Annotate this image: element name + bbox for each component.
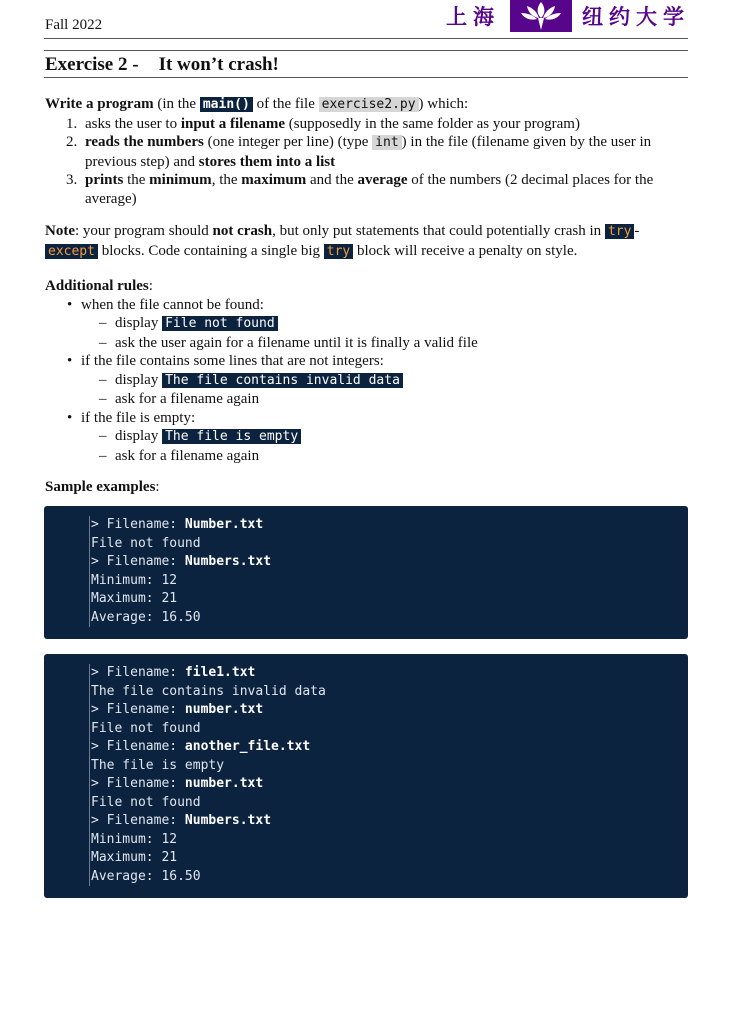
line-input: Number.txt	[184, 517, 264, 532]
samples-heading-text: Sample examples	[45, 479, 156, 495]
step-item	[81, 171, 690, 208]
rule-subitem	[99, 371, 690, 391]
line-input: file1.txt	[184, 665, 256, 680]
terminal-line	[91, 683, 326, 702]
line-input: number.txt	[184, 702, 264, 717]
rule-subitem	[99, 314, 690, 334]
intro-text-3: ) which:	[418, 96, 469, 112]
terminal-line	[91, 609, 271, 628]
line-prompt: Minimum: 12	[91, 831, 178, 847]
rule-item	[81, 296, 690, 353]
rules-list	[45, 296, 690, 466]
step-emph: maximum	[241, 172, 307, 188]
terminal-line	[91, 535, 271, 554]
intro-emph: Write a program	[45, 96, 154, 112]
message-code: File not found	[162, 316, 278, 331]
step-text: and the	[306, 172, 358, 188]
logo-text-left: 上海	[446, 5, 500, 29]
rule-sublist	[81, 427, 690, 465]
int-code: int	[372, 135, 401, 150]
step-emph: average	[357, 172, 408, 188]
terminal-line	[91, 868, 326, 887]
rule-subtext: ask for a filename again	[115, 391, 260, 407]
terminal-line	[91, 516, 271, 535]
terminal-line	[91, 757, 326, 776]
torch-icon	[510, 0, 572, 32]
rule-item	[81, 409, 690, 466]
terminal-lines	[89, 664, 326, 886]
exercise-number: Exercise 2 -	[45, 54, 139, 75]
note-dash: -	[634, 223, 640, 239]
terminal-line	[91, 572, 271, 591]
step-item	[81, 133, 690, 171]
line-prompt: > Filename:	[91, 517, 185, 532]
rule-subitem	[99, 390, 690, 409]
instructions	[45, 95, 690, 208]
exercise-title	[45, 54, 279, 76]
note-text: , but only put statements that could potentially crash in	[272, 223, 605, 239]
title-bottom-rule	[44, 77, 688, 78]
line-prompt: The file contains invalid data	[91, 683, 326, 699]
samples-heading	[45, 478, 690, 497]
term-label: Fall 2022	[45, 17, 103, 33]
line-prompt: File not found	[91, 794, 201, 810]
step-emph: reads the numbers	[85, 134, 204, 150]
line-prompt: The file is empty	[91, 757, 225, 773]
terminal-line	[91, 812, 326, 831]
line-prompt: File not found	[91, 535, 201, 551]
note-text: blocks. Code containing a single big	[97, 242, 324, 259]
terminal-line	[91, 553, 271, 572]
terminal-line	[91, 775, 326, 794]
rule-subtext: ask the user again for a filename until it is finally a valid file	[115, 334, 478, 351]
display-label: display	[115, 315, 163, 331]
header-rule	[44, 38, 688, 39]
line-input: number.txt	[184, 776, 264, 791]
step-text: (one integer per line) (type	[203, 134, 373, 150]
note-text: : your program should	[75, 223, 213, 239]
note-emph: not crash	[212, 223, 273, 239]
except-code: except	[45, 244, 98, 259]
logo-text-right: 纽约大学	[582, 5, 690, 29]
step-text: (supposedly in the same folder as your program)	[285, 115, 580, 132]
file-code: exercise2.py	[319, 97, 419, 112]
line-prompt: > Filename:	[91, 739, 185, 754]
terminal-lines	[89, 516, 271, 627]
step-emph: prints	[85, 172, 124, 188]
rules-heading-text: Additional rules	[45, 278, 149, 294]
line-prompt: Average: 16.50	[91, 868, 201, 884]
intro-text-1: (in the	[153, 96, 200, 112]
step-item	[81, 115, 690, 134]
rule-subtext: ask for a filename again	[115, 447, 260, 464]
try-code: try	[324, 244, 353, 259]
note-text: block will receive a penalty on style.	[353, 242, 578, 259]
sample-terminal-1	[44, 506, 688, 639]
additional-rules	[45, 277, 690, 465]
rules-colon: :	[148, 278, 153, 294]
sample-terminal-2	[44, 654, 688, 898]
step-text: asks the user to	[85, 115, 181, 132]
line-prompt: > Filename:	[91, 776, 185, 791]
rule-sublist	[81, 371, 690, 409]
line-prompt: Average: 16.50	[91, 609, 201, 625]
exercise-name: It won’t crash!	[158, 54, 279, 75]
line-prompt: > Filename:	[91, 702, 185, 717]
line-input: another_file.txt	[184, 739, 311, 754]
step-text: the	[123, 172, 150, 188]
intro-text-2: of the file	[252, 96, 319, 112]
message-code: The file contains invalid data	[162, 373, 403, 388]
step-emph: stores them into a list	[198, 153, 336, 170]
line-input: Numbers.txt	[184, 554, 272, 569]
samples-colon: :	[155, 479, 160, 495]
rule-sublist	[81, 314, 690, 352]
line-prompt: > Filename:	[91, 665, 185, 680]
main-code: main()	[200, 97, 253, 112]
step-emph: minimum	[149, 172, 212, 188]
rule-subitem	[99, 427, 690, 447]
line-prompt: Maximum: 21	[91, 850, 178, 865]
university-logo	[446, 0, 690, 32]
terminal-line	[91, 590, 271, 609]
note-label: Note	[45, 223, 75, 239]
display-label: display	[115, 371, 163, 388]
step-emph: input a filename	[180, 115, 286, 132]
step-text: , the	[211, 172, 242, 188]
note-paragraph	[45, 222, 690, 261]
step-text: of the numbers (2 decimal places for the average)	[85, 172, 654, 207]
line-prompt: > Filename:	[91, 554, 185, 569]
step-text: ) in the file (filename given by the user in previous step) and	[85, 134, 652, 170]
terminal-line	[91, 738, 326, 757]
line-input: Numbers.txt	[184, 813, 272, 828]
title-top-rule	[44, 50, 688, 51]
terminal-line	[91, 720, 326, 739]
rule-subitem	[99, 447, 690, 466]
terminal-line	[91, 664, 326, 683]
intro-line	[45, 95, 690, 115]
line-prompt: File not found	[91, 720, 201, 736]
rule-subitem	[99, 334, 690, 353]
message-code: The file is empty	[162, 429, 301, 444]
terminal-line	[91, 849, 326, 868]
terminal-line	[91, 831, 326, 850]
display-label: display	[115, 428, 163, 444]
rule-text: if the file contains some lines that are not integers:	[81, 353, 384, 369]
steps-list	[45, 115, 690, 209]
rules-heading	[45, 277, 690, 296]
line-prompt: Minimum: 12	[91, 572, 178, 588]
line-prompt: > Filename:	[91, 813, 185, 828]
terminal-line	[91, 701, 326, 720]
rule-text: when the file cannot be found:	[81, 296, 264, 313]
try-code: try	[605, 224, 634, 239]
line-prompt: Maximum: 21	[91, 591, 178, 606]
rule-text: if the file is empty:	[81, 409, 196, 426]
terminal-line	[91, 794, 326, 813]
rule-item	[81, 352, 690, 409]
